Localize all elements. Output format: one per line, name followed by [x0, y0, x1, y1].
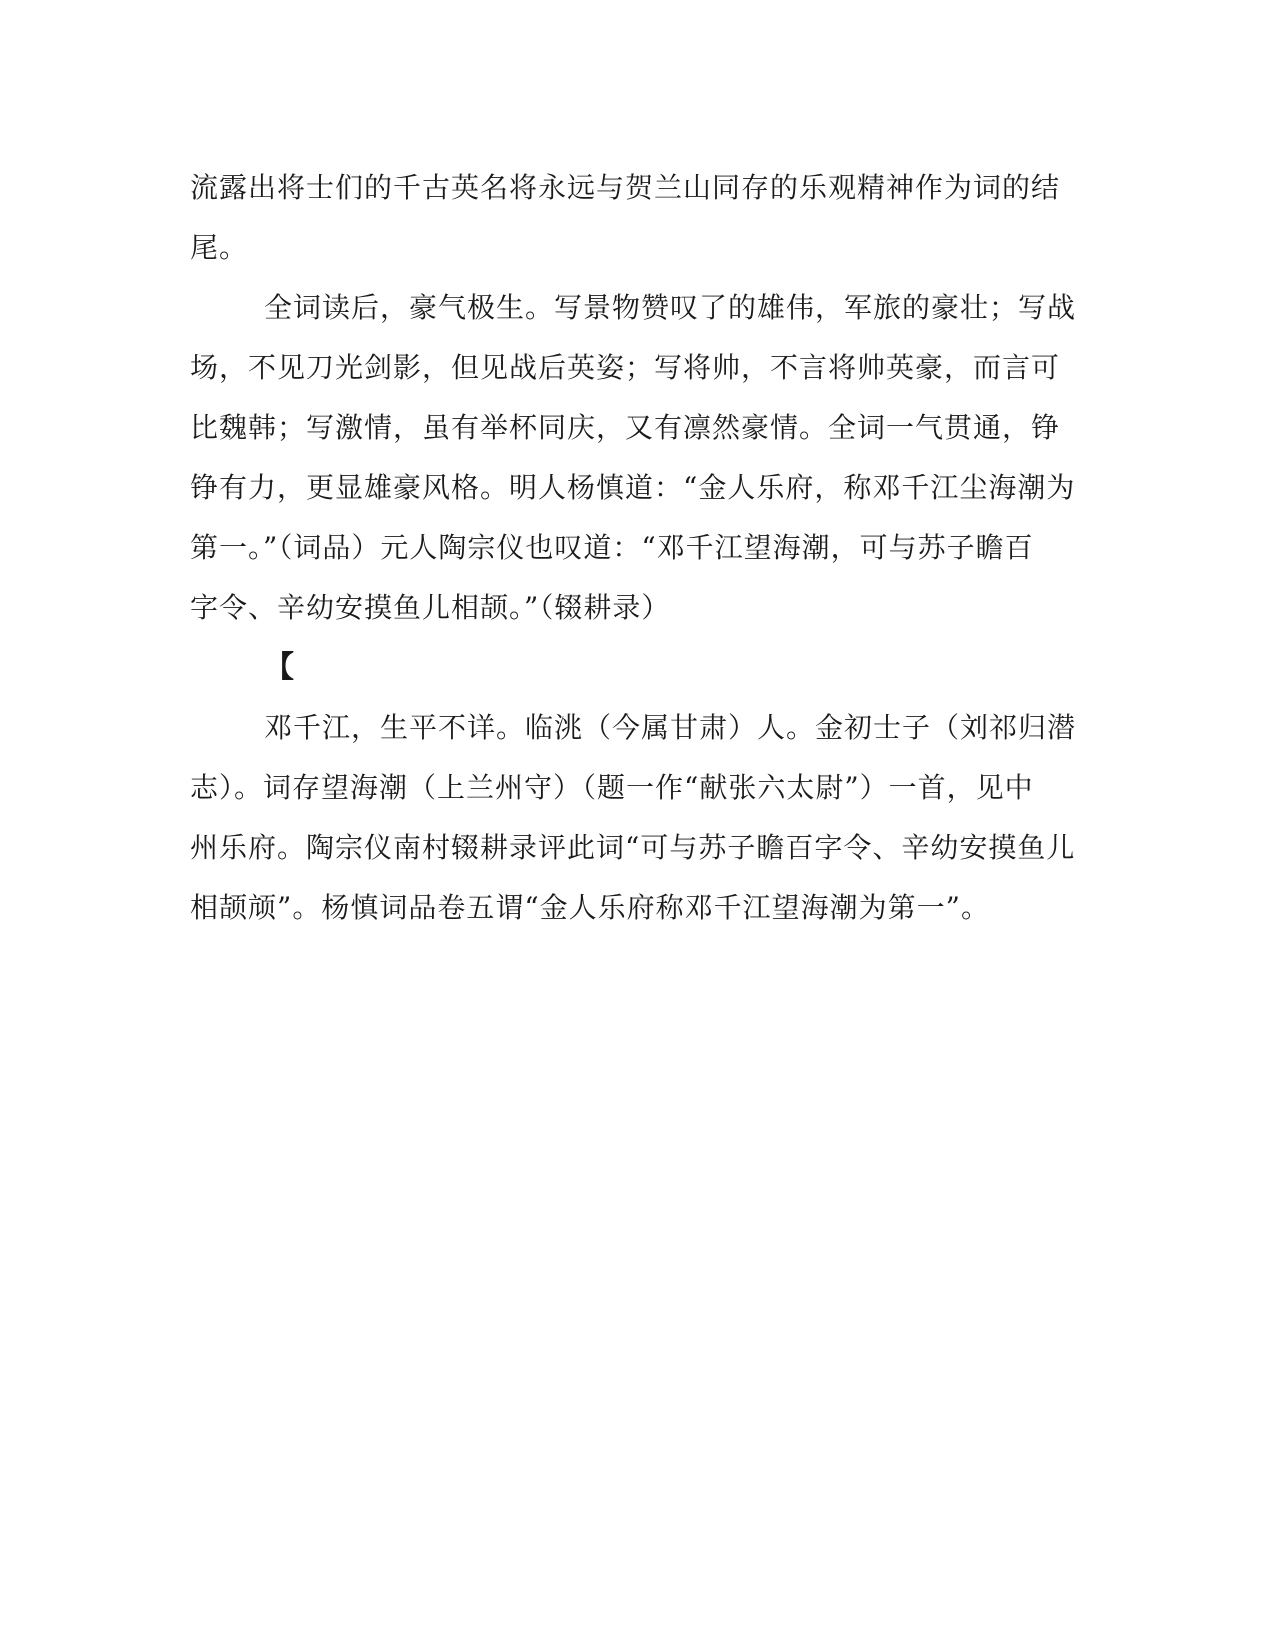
text-line: 全词读后，豪气极生。写景物赞叹了的雄伟，军旅的豪壮；写战: [264, 291, 1077, 324]
text-line: 第一。”（词品）元人陶宗仪也叹道：“邓千江望海潮，可与苏子瞻百: [190, 531, 1034, 564]
text-line: 铮有力，更显雄豪风格。明人杨慎道：“金人乐府，称邓千江尘海潮为: [190, 471, 1076, 504]
text-line: 相颉颃”。杨慎词品卷五谓“金人乐府称邓千江望海潮为第一”。: [190, 891, 990, 924]
text-line: 尾。: [190, 231, 249, 264]
text-line: 邓千江，生平不详。临洮（今属甘肃）人。金初士子（刘祁归潜: [264, 711, 1077, 744]
text-line: 志）。词存望海潮（上兰州守）（题一作“献张六太尉”）一首，见中: [190, 771, 1034, 804]
paragraph-closing-spirit: [190, 158, 1080, 278]
paragraph-commentary: [190, 278, 1080, 638]
body-text: [190, 158, 1080, 938]
text-line: 场，不见刀光剑影，但见战后英姿；写将帅，不言将帅英豪，而言可: [190, 351, 1061, 384]
section-heading: [190, 638, 1080, 698]
text-line: 流露出将士们的千古英名将永远与贺兰山同存的乐观精神作为词的结: [190, 171, 1061, 204]
paragraph-author-bio: [190, 698, 1080, 938]
text-line: 比魏韩；写激情，虽有举杯同庆，又有凛然豪情。全词一气贯通，铮: [190, 411, 1061, 444]
section-bracket: 【: [264, 650, 295, 685]
text-line: 字令、辛幼安摸鱼儿相颉。”（辍耕录）: [190, 591, 671, 624]
text-line: 州乐府。陶宗仪南村辍耕录评此词“可与苏子瞻百字令、辛幼安摸鱼儿: [190, 831, 1076, 864]
